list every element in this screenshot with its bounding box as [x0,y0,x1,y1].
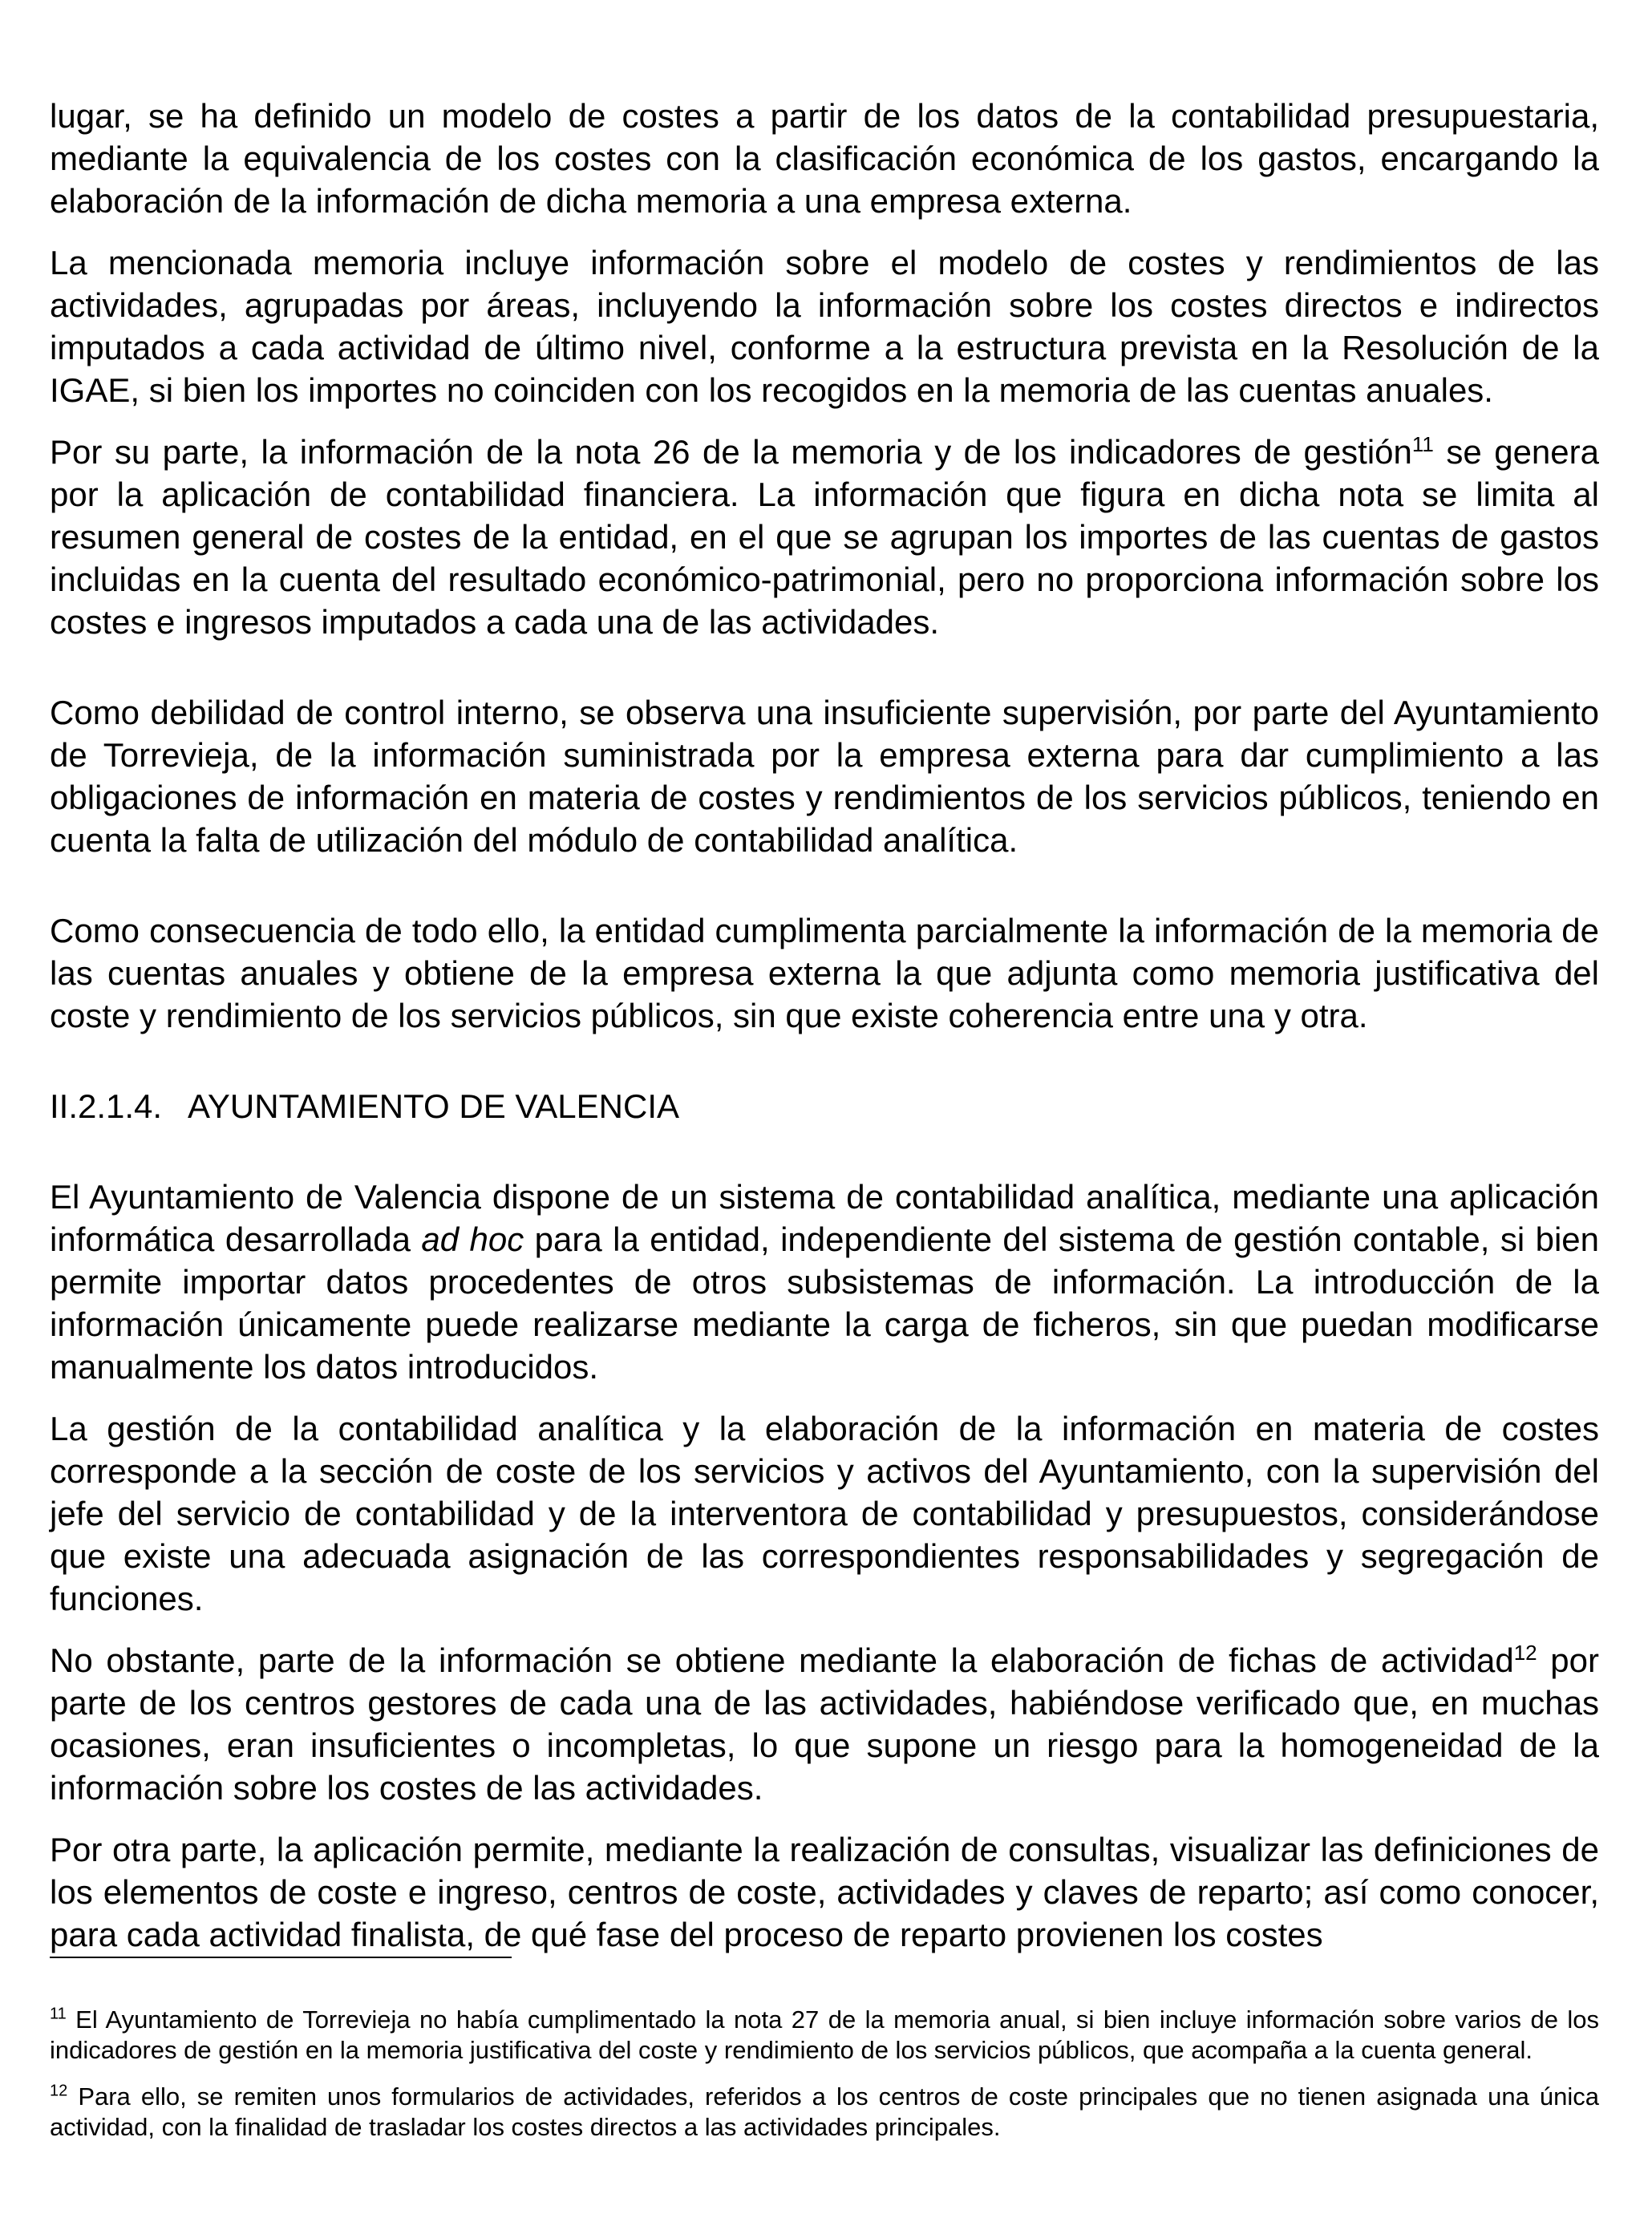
paragraph-text: Por otra parte, la aplicación permite, mediante la realización de consultas, visualizar las definiciones de los elementos de coste e ingreso, centros de coste, actividades y claves de reparto; así como conocer, para cada actividad finalista, de qué fase del proceso de reparto provienen los costes [50,1831,1599,1953]
section-title: AYUNTAMIENTO DE VALENCIA [188,1087,679,1125]
paragraph-valencia-system [50,1176,1599,1388]
footnote-text: El Ayuntamiento de Torrevieja no había cumplimentado la nota 27 de la memoria anual, si bien incluye información sobre varios de los indicadores de gestión en la memoria justificativa del coste y rendimiento de los servicios públicos, que acompaña a la cuenta general. [50,2005,1599,2064]
paragraph-text: La mencionada memoria incluye información sobre el modelo de costes y rendimientos de las actividades, agrupadas por áreas, incluyendo la información sobre los costes directos e indirectos imputados a cada actividad de último nivel, conforme a la estructura prevista en la Resolución de la IGAE, si bien los importes no coinciden con los recogidos en la memoria de las cuentas anuales. [50,244,1599,409]
paragraph-cost-model [50,95,1599,222]
footnote-separator [50,1957,512,1958]
paragraph-text: lugar, se ha definido un modelo de costes a partir de los datos de la contabilidad presupuestaria, mediante la equivalencia de los costes con la clasificación económica de los gastos, encargando la elaboración de la información de dicha memoria a una empresa externa. [50,97,1599,220]
paragraph-text: Por su parte, la información de la nota 26 de la memoria y de los indicadores de gestión [50,433,1412,471]
paragraph-management [50,1407,1599,1620]
paragraph-memoria-content [50,241,1599,411]
footnotes-section [50,1957,1599,2159]
paragraph-text: se genera por la aplicación de contabilidad financiera. La información que figura en dicha nota se limita al resumen general de costes de la entidad, en el que se agrupan los importes de las cuentas de gastos incluidas en la cuenta del resultado económico-patrimonial, pero no proporciona información sobre los costes e ingresos imputados a cada una de las actividades. [50,433,1599,641]
footnote-marker: 12 [50,2082,68,2100]
section-number: II.2.1.4. [50,1087,163,1125]
paragraph-activity-sheets [50,1639,1599,1809]
paragraph-consequence [50,909,1599,1037]
paragraph-text: El Ayuntamiento de Valencia dispone de un sistema de contabilidad analítica, mediante una aplicación informática desarrollada [50,1178,1599,1258]
document-page [50,95,1599,1975]
footnote-marker: 11 [50,2005,67,2023]
paragraph-text: por parte de los centros gestores de cada una de las actividades, habiéndose verificado que, en muchas ocasiones, eran insuficientes o incompletas, lo que supone un riesgo para la homogeneidad de la información sobre los costes de las actividades. [50,1641,1600,1807]
footnote-reference: 12 [1513,1641,1537,1665]
paragraph-text: La gestión de la contabilidad analítica y la elaboración de la información en materia de costes corresponde a la sección de coste de los servicios y activos del Ayuntamiento, con la supervisión del jefe del servicio de contabilidad y de la interventora de contabilidad y presupuestos, considerándose que existe una adecuada asignación de las correspondientes responsabilidades y segregación de funciones. [50,1410,1599,1617]
footnote-12 [50,2082,1599,2143]
footnote-11 [50,2005,1599,2066]
paragraph-text: para la entidad, independiente del sistema de gestión contable, si bien permite importar datos procedentes de otros subsistemas de información. La introducción de la información únicamente puede realizarse mediante la carga de ficheros, sin que puedan modificarse manualmente los datos introducidos. [50,1220,1599,1386]
footnote-reference: 11 [1411,432,1434,456]
section-heading [50,1085,1599,1127]
paragraph-queries [50,1828,1599,1956]
italic-term: ad hoc [421,1220,524,1258]
footnote-text: Para ello, se remiten unos formularios de actividades, referidos a los centros de coste principales que no tienen asignada una única actividad, con la finalidad de trasladar los costes directos a las actividades principales. [50,2082,1599,2141]
paragraph-nota-26 [50,431,1599,643]
paragraph-control-weakness [50,691,1599,861]
paragraph-text: Como debilidad de control interno, se observa una insuficiente supervisión, por parte del Ayuntamiento de Torrevieja, de la información suministrada por la empresa externa para dar cumplimiento a las obligaciones de información en materia de costes y rendimientos de los servicios públicos, teniendo en cuenta la falta de utilización del módulo de contabilidad analítica. [50,694,1599,859]
paragraph-text: Como consecuencia de todo ello, la entidad cumplimenta parcialmente la información de la memoria de las cuentas anuales y obtiene de la empresa externa la que adjunta como memoria justificativa del coste y rendimiento de los servicios públicos, sin que existe coherencia entre una y otra. [50,912,1599,1034]
paragraph-text: No obstante, parte de la información se obtiene mediante la elaboración de fichas de actividad [50,1641,1514,1679]
